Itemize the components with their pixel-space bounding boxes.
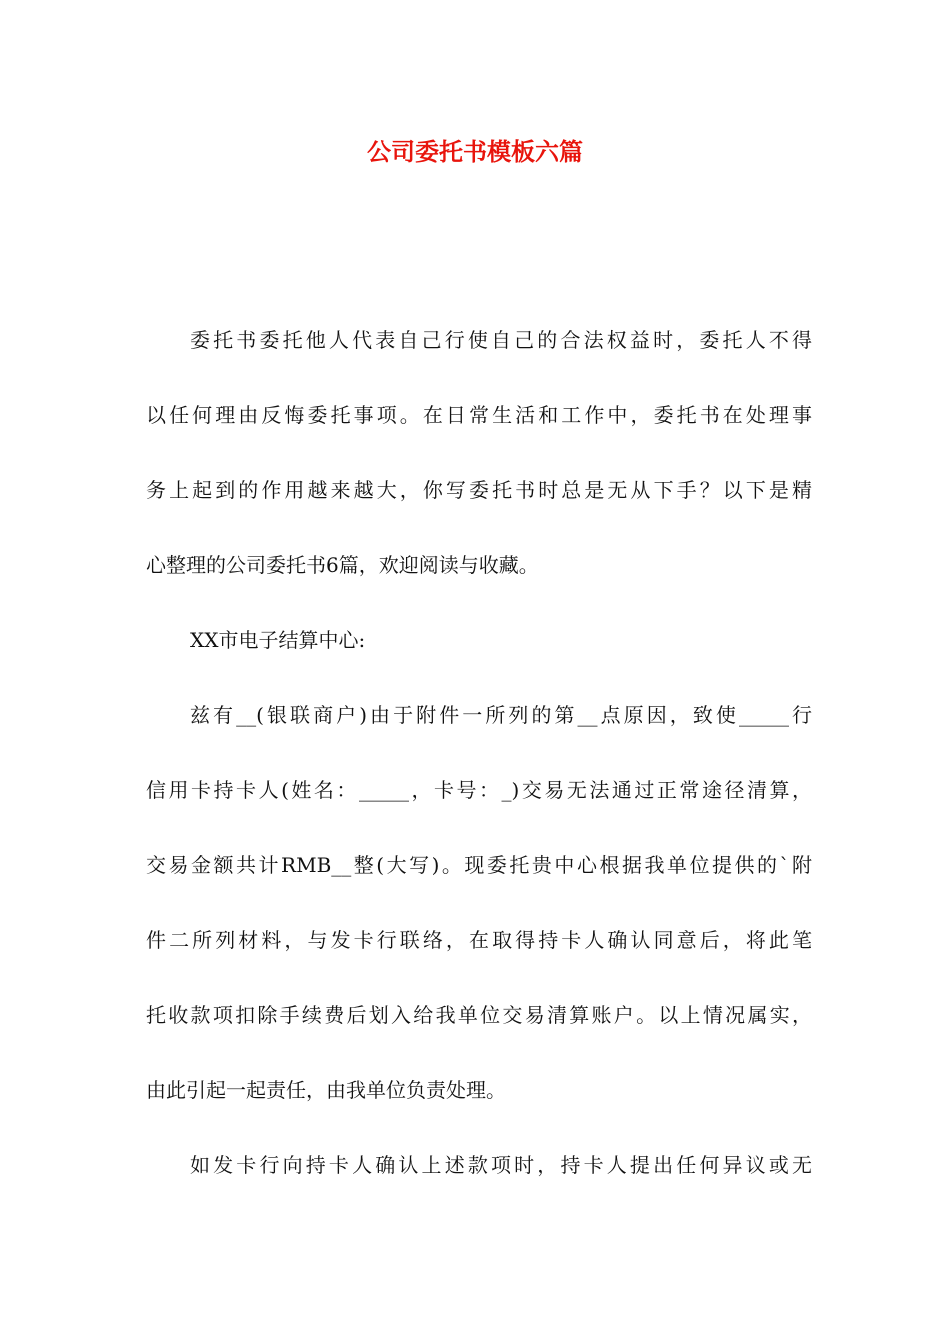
paragraph-3-line-1: 如发卡行向持卡人确认上述款项时，持卡人提出任何异议或无	[190, 1153, 812, 1177]
paragraph-2-line-6: 由此引起一起责任，由我单位负责处理。	[146, 1078, 506, 1102]
paragraph-2-line-4: 件二所列材料，与发卡行联络，在取得持卡人确认同意后，将此笔	[146, 928, 812, 952]
paragraph-2-line-5: 托收款项扣除手续费后划入给我单位交易清算账户。以上情况属实，	[146, 1003, 812, 1027]
paragraph-2-line-2: 信用卡持卡人(姓名：_____，卡号：_)交易无法通过正常途径清算，	[146, 778, 812, 802]
paragraph-2-line-1: 兹有__(银联商户)由于附件一所列的第__点原因，致使_____行	[190, 703, 812, 727]
paragraph-1-line-3: 务上起到的作用越来越大，你写委托书时总是无从下手？以下是精	[146, 478, 812, 502]
paragraph-1-line-4: 心整理的公司委托书6篇，欢迎阅读与收藏。	[146, 553, 539, 577]
paragraph-2-line-3: 交易金额共计RMB__整(大写)。现委托贵中心根据我单位提供的`附	[146, 853, 812, 877]
paragraph-1-line-1: 委托书委托他人代表自己行使自己的合法权益时，委托人不得	[190, 328, 812, 352]
paragraph-1-line-2: 以任何理由反悔委托事项。在日常生活和工作中，委托书在处理事	[146, 403, 812, 427]
salutation-line: XX市电子结算中心:	[190, 628, 366, 652]
document-title: 公司委托书模板六篇	[367, 137, 583, 166]
document-body	[146, 322, 812, 1222]
